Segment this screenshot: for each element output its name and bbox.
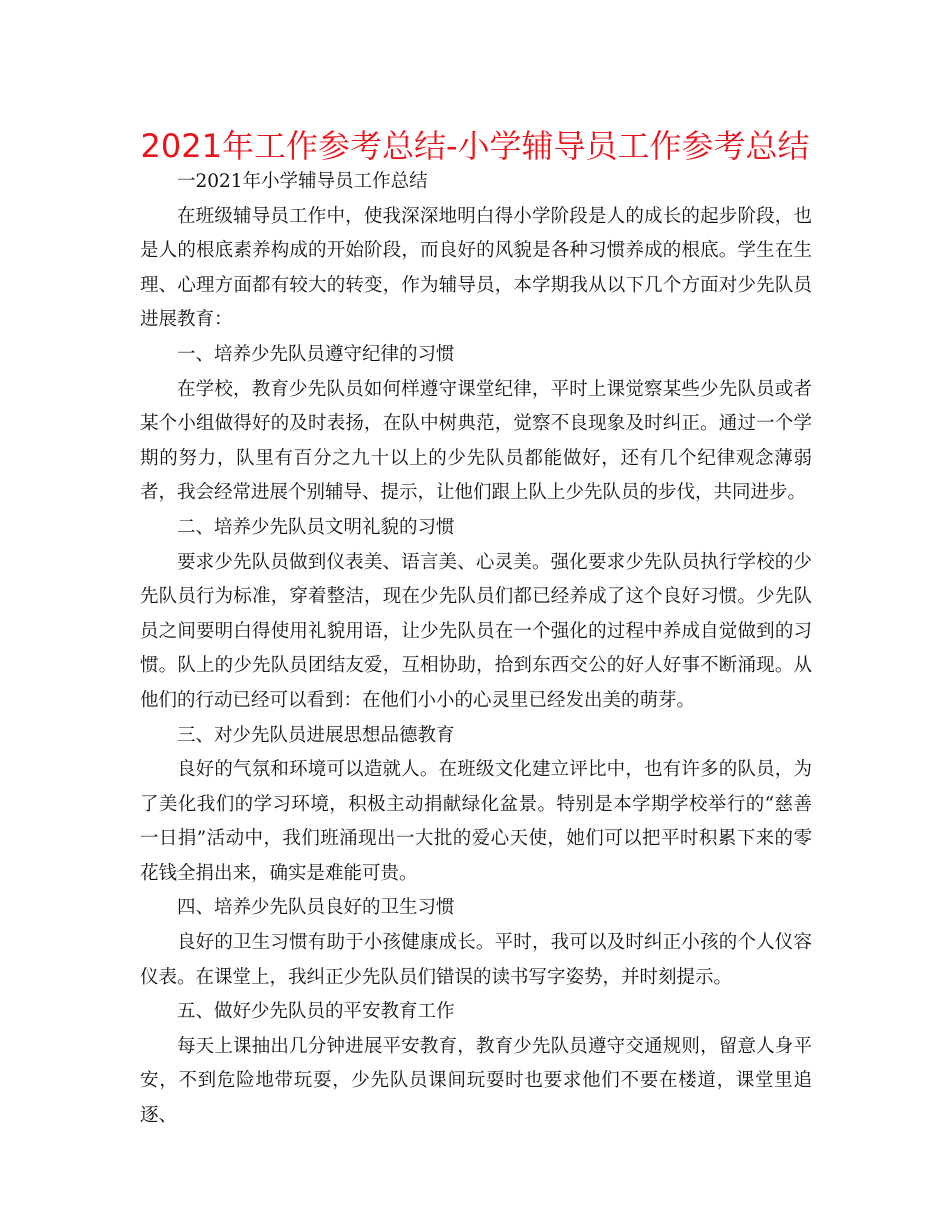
section-heading: 一2021年小学辅导员工作总结 — [177, 171, 428, 192]
body-paragraph: 在学校，教育少先队员如何样遵守课堂纪律，平时上课觉察某些少先队员或者某个小组做得好的及时表扬，在队中树典范，觉察不良现象及时纠正。通过一个学期的努力，队里有百分之九十以上的少先队员都能做好，还有几个纪律观念薄弱者，我会经常进展个别辅导、提示，让他们跟上队上少先队员的步伐，共同进步。 — [140, 378, 812, 504]
body-paragraph: 要求少先队员做到仪表美、语言美、心灵美。强化要求少先队员执行学校的少先队员行为标准，穿着整洁，现在少先队员们都已经养成了这个良好习惯。少先队员之间要明白得使用礼貌用语，让少先队员在一个强化的过程中养成自觉做到的习惯。队上的少先队员团结友爱，互相协助，拾到东西交公的好人好事不断涌现。从他们的行动已经可以看到：在他们小小的心灵里已经发出美的萌芽。 — [140, 551, 812, 711]
intro-paragraph: 在班级辅导员工作中，使我深深地明白得小学阶段是人的成长的起步阶段，也是人的根底素养构成的开始阶段，而良好的风貌是各种习惯养成的根底。学生在生理、心理方面都有较大的转变，作为辅导员，本学期我从以下几个方面对少先队员进展教育： — [140, 205, 812, 331]
document-body — [140, 165, 812, 1134]
body-paragraph: 良好的卫生习惯有助于小孩健康成长。平时，我可以及时纠正小孩的个人仪容仪表。在课堂上，我纠正少先队员们错误的读书写字姿势，并时刻提示。 — [140, 932, 812, 988]
section-heading: 一、培养少先队员遵守纪律的习惯 — [177, 343, 455, 365]
section-heading: 四、培养少先队员良好的卫生习惯 — [177, 897, 455, 919]
section-heading: 三、对少先队员进展思想品德教育 — [177, 724, 455, 746]
document-title: 2021年工作参考总结-小学辅导员工作参考总结 — [140, 127, 810, 165]
section-heading: 五、做好少先队员的平安教育工作 — [177, 1001, 455, 1023]
section-heading: 二、培养少先队员文明礼貌的习惯 — [177, 516, 455, 538]
body-paragraph: 良好的气氛和环境可以造就人。在班级文化建立评比中，也有许多的队员，为了美化我们的学习环境，积极主动捐献绿化盆景。特别是本学期学校举行的“慈善一日捐”活动中，我们班涌现出一大批的爱心天使，她们可以把平时积累下来的零花钱全捐出来，确实是难能可贵。 — [140, 759, 812, 884]
body-paragraph: 每天上课抽出几分钟进展平安教育，教育少先队员遵守交通规则，留意人身平安，不到危险地带玩耍，少先队员课间玩耍时也要求他们不要在楼道，课堂里追逐、 — [140, 1035, 812, 1127]
